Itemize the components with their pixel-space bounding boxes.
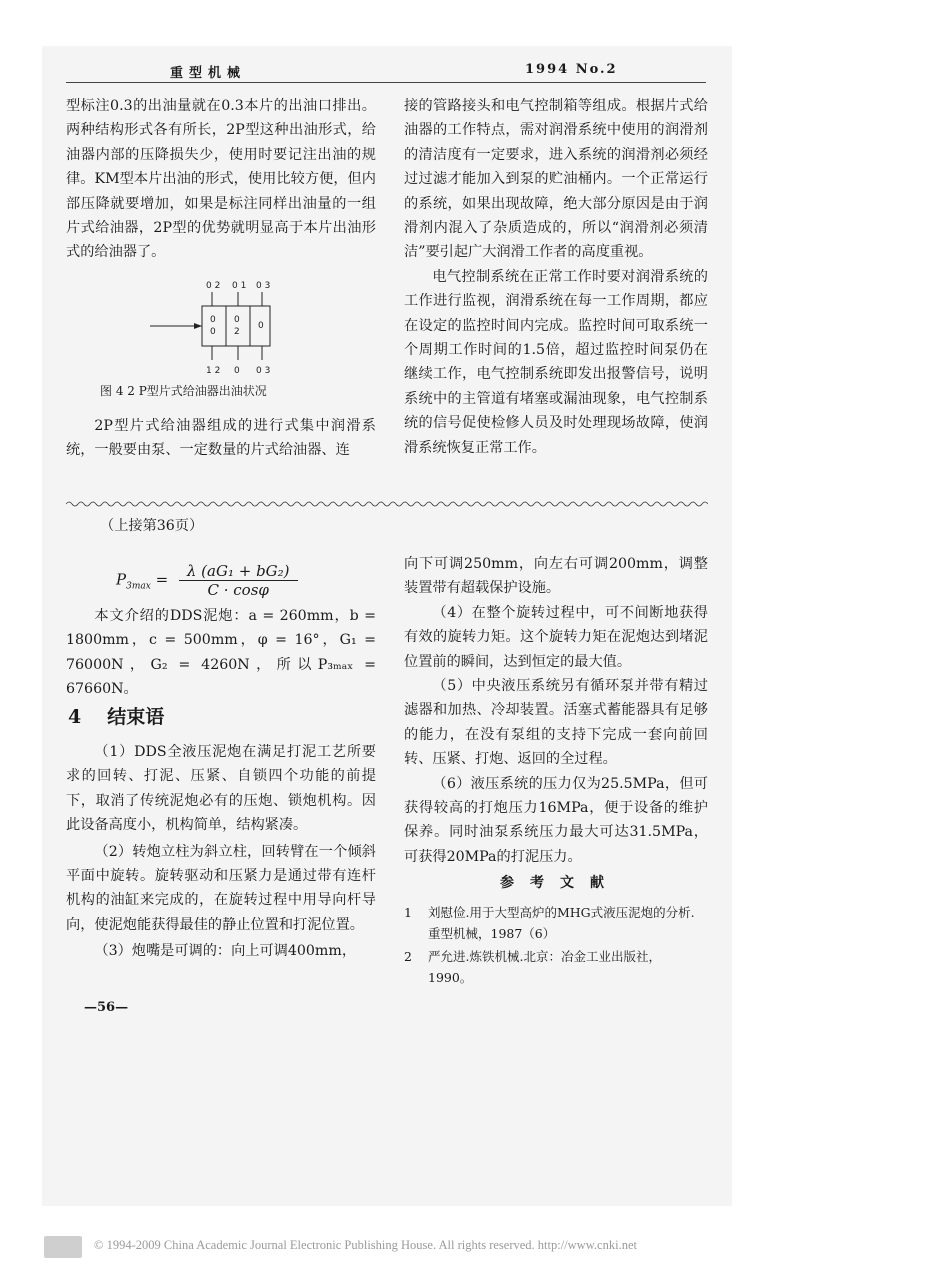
left-column-lower	[66, 414, 376, 463]
svg-text:0: 0	[234, 315, 240, 325]
fig-top-label-3: 0 3	[256, 281, 271, 291]
reference-item	[404, 946, 704, 988]
conclusion-item-4: （4）在整个旋转过程中，可不间断地获得有效的旋转力矩。这个旋转力矩在泥炮达到堵泥位置前的瞬间，达到恒定的最大值。	[404, 604, 708, 670]
conclusion-item-2: （2）转炮立柱为斜立柱，回转臂在一个倾斜平面中旋转。旋转驱动和压紧力是通过带有连杆机构的油缸来完成的，在旋转过程中用导向杆导向，使泥炮能获得最佳的静止位置和打泥位置。	[66, 843, 376, 933]
running-header-journal: 重型机械	[170, 66, 247, 81]
svg-text:0: 0	[210, 327, 216, 337]
formula-p3max	[116, 562, 298, 599]
continued-note: （上接第36页）	[100, 518, 204, 534]
reference-item	[404, 902, 704, 944]
conclusion-item-1: （1）DDS全液压泥炮在满足打泥工艺所要求的回转、打泥、压紧、自锁四个功能的前提下，取消了传统泥炮必有的压炮、锁炮机构。因此设备高度小，机构简单，结构紧凑。	[66, 744, 376, 834]
right-cont-paragraph: 向下可调250mm，向左右可调200mm，调整装置带有超载保护设施。	[404, 556, 708, 597]
reference-number: 2	[404, 949, 412, 964]
section-title: 结束语	[107, 706, 165, 728]
figure-4-caption: 图 4 2 P型片式给油器出油状况	[100, 384, 267, 398]
formula-fraction	[179, 562, 298, 599]
conclusion-item-5: （5）中央液压系统另有循环泵并带有精过滤器和加热、冷却装置。活塞式蓄能器具有足够的能力，在没有泵组的支持下完成一套向前回转、压紧、打炮、返回的全过程。	[404, 678, 708, 768]
formula-denominator: C · cosφ	[207, 581, 269, 599]
formula-lhs: P	[116, 570, 127, 589]
wavy-separator	[66, 500, 708, 508]
header-rule	[66, 82, 706, 83]
reference-text: 严允进.炼铁机械.北京：冶金工业出版社，1990。	[428, 949, 661, 985]
fig-bottom-label-2: 0	[234, 366, 240, 376]
section-4-heading	[68, 702, 164, 729]
conclusion-item-3: （3）炮嘴是可调的：向上可调400mm，	[94, 943, 357, 960]
fig-bottom-label-3: 0 3	[256, 366, 271, 376]
left-paragraph-2: 2P型片式给油器组成的进行式集中润滑系统，一般要由泵、一定数量的片式给油器、连	[66, 418, 376, 459]
fig-bottom-label-1: 1 2	[206, 366, 221, 376]
right-paragraph-1: 接的管路接头和电气控制箱等组成。根据片式给油器的工作特点，需对润滑系统中使用的润滑剂的清洁度有一定要求，进入系统的润滑剂必须经过过滤才能加入到泵的贮油桶内。一个正常运行的系统，如果出现故障，绝大部分原因是由于润滑剂内混入了杂质造成的，所以“润滑剂必须清洁”要引起广大润滑工作者的高度重视。	[404, 98, 708, 261]
fig-top-label-1: 0 2	[206, 281, 221, 291]
formula-numerator: λ (aG₁ + bG₂)	[179, 562, 298, 581]
lower-left-params	[66, 604, 376, 702]
reference-text: 刘慰俭.用于大型高炉的MHG式液压泥炮的分析.重型机械，1987（6）	[428, 905, 695, 941]
conclusion-item-6: （6）液压系统的压力仅为25.5MPa，但可获得较高的打炮压力16MPa，便于设备的维护保养。同时油泵系统压力最大可达31.5MPa，可获得20MPa的打泥压力。	[404, 775, 708, 865]
fig-top-label-2: 0 1	[232, 281, 247, 291]
section-number: 4	[68, 706, 82, 728]
page-number: —56—	[84, 1000, 129, 1015]
svg-text:0: 0	[210, 315, 216, 325]
formula-eq: =	[150, 570, 173, 589]
left-paragraph-1: 型标注0.3的出油量就在0.3本片的出油口排出。两种结构形式各有所长，2P型这种出油形式，给油器内部的压降损失少，使用时要记注出油的规律。KM型本片出油的形式，使用比较方便，但内部压降就要增加，如果是标注同样出油量的一组片式给油器，2P型的优势就明显高于本片出油形式的给油器了。	[66, 98, 376, 261]
lower-left-items	[66, 740, 376, 964]
left-column-upper	[66, 94, 376, 265]
fig-block-2	[226, 306, 250, 346]
params-paragraph: 本文介绍的DDS泥炮：a = 260mm，b = 1800mm，c = 500mm，φ = 16°，G₁ = 76000N，G₂ = 4260N，所以P₃ₘₐₓ = 67660N。	[66, 608, 376, 698]
svg-text:0: 0	[258, 321, 264, 331]
reference-number: 1	[404, 905, 412, 920]
copyright-footer: © 1994-2009 China Academic Journal Electronic Publishing House. All rights reserved. http://www.cnki.net	[94, 1238, 637, 1252]
fig-block-1	[202, 306, 226, 346]
right-paragraph-2: 电气控制系统在正常工作时要对润滑系统的工作进行监视，润滑系统在每一工作周期，都应在设定的监控时间内完成。监控时间可取系统一个周期工作时间的1.5倍，超过监控时间泵仍在继续工作，电气控制系统即发出报警信号，说明系统中的主管道有堵塞或漏油现象，电气控制系统的信号促使检修人员及时处理现场故障，使润滑系统恢复正常工作。	[404, 268, 708, 456]
figure-4-diagram	[150, 276, 320, 376]
right-column-upper	[404, 94, 708, 460]
cnki-logo	[44, 1236, 82, 1258]
references-title: 参考文献	[500, 875, 620, 891]
svg-text:2: 2	[234, 327, 240, 337]
lower-right-column	[404, 552, 708, 869]
running-header-issue: 1994 No.2	[525, 62, 618, 77]
formula-lhs-sub: 3max	[126, 581, 151, 592]
